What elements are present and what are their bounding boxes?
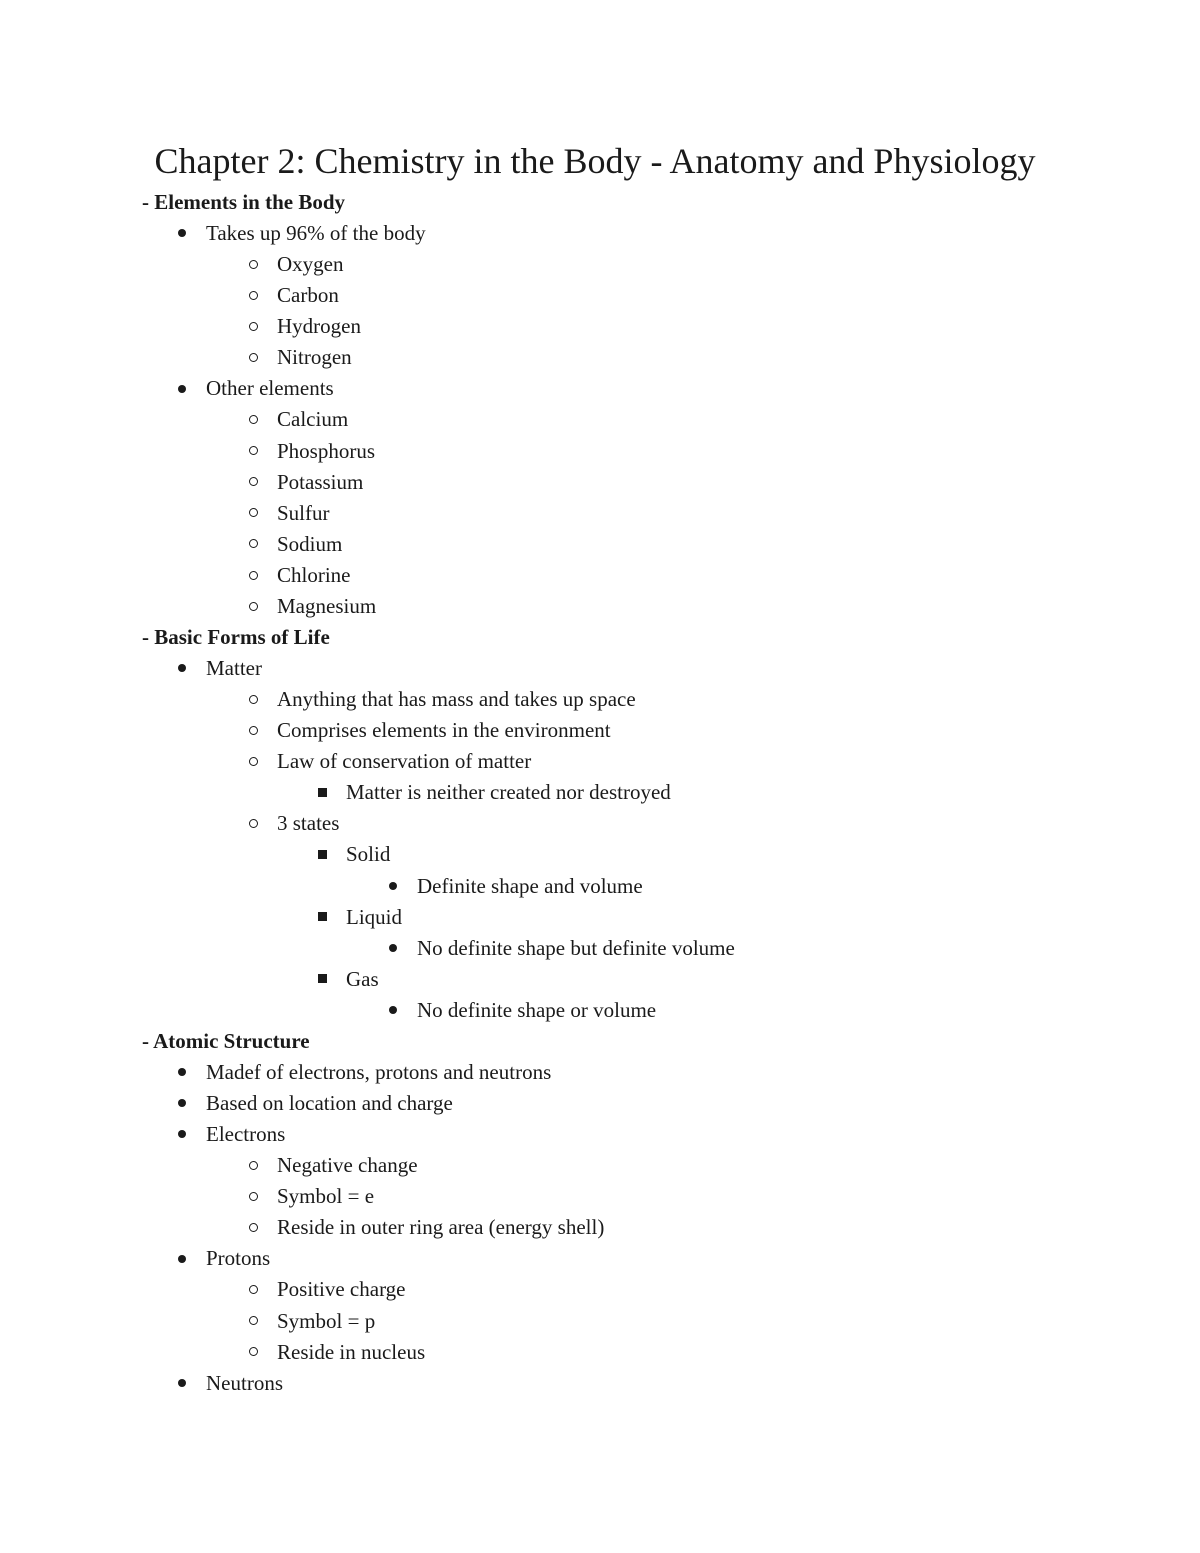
bullet-circle-icon — [249, 591, 277, 622]
list-item-text: Other elements — [206, 376, 334, 401]
bullet-circle-icon — [249, 1274, 277, 1305]
bullet-circle-icon — [249, 1337, 277, 1368]
list-item-text: Nitrogen — [277, 345, 352, 370]
list-item — [249, 1274, 406, 1305]
list-item-text: No definite shape but definite volume — [417, 935, 735, 960]
list-item — [249, 715, 611, 746]
list-item — [249, 808, 339, 839]
list-item — [249, 529, 342, 560]
bullet-disc-icon — [178, 1119, 206, 1150]
document-title: Chapter 2: Chemistry in the Body - Anatomy and Physiology — [154, 141, 1036, 181]
list-item-text: Definite shape and volume — [417, 873, 643, 898]
list-item — [249, 342, 352, 373]
list-item — [249, 591, 376, 622]
list-item-text: Solid — [346, 842, 391, 867]
section-heading — [142, 1026, 310, 1057]
bullet-circle-icon — [249, 404, 277, 435]
bullet-circle-icon — [249, 342, 277, 373]
list-item — [178, 1243, 270, 1274]
section-heading — [142, 187, 345, 218]
list-item — [249, 467, 363, 498]
bullet-circle-icon — [249, 280, 277, 311]
list-item-text: Chlorine — [277, 562, 351, 587]
list-item — [249, 311, 361, 342]
bullet-disc-icon — [178, 373, 206, 404]
list-item-text: Phosphorus — [277, 438, 376, 463]
bullet-circle-icon — [249, 311, 277, 342]
list-item-text: Liquid — [346, 904, 402, 929]
bullet-disc-icon — [178, 1057, 206, 1088]
list-item — [249, 404, 348, 435]
section-heading-text: Atomic Structure — [153, 1028, 310, 1053]
list-item-text: Symbol = e — [277, 1184, 375, 1209]
bullet-disc-icon — [178, 1368, 206, 1399]
list-item — [178, 1057, 551, 1088]
list-item-text: Negative change — [277, 1153, 418, 1178]
bullet-square-icon — [318, 964, 346, 995]
list-item-text: Sulfur — [277, 500, 330, 525]
bullet-disc-icon — [178, 653, 206, 684]
bullet-disc-icon — [389, 995, 417, 1026]
list-item-text: Sodium — [277, 531, 343, 556]
list-item-text: Symbol = p — [277, 1308, 376, 1333]
list-item — [178, 653, 262, 684]
bullet-disc-icon — [178, 1243, 206, 1274]
list-item — [318, 902, 402, 933]
bullet-circle-icon — [249, 436, 277, 467]
list-item — [249, 280, 339, 311]
list-item — [249, 1337, 425, 1368]
list-item — [178, 1119, 285, 1150]
bullet-disc-icon — [389, 871, 417, 902]
section-heading-prefix: - — [142, 190, 155, 214]
list-item-text: Takes up 96% of the body — [206, 221, 426, 246]
bullet-square-icon — [318, 839, 346, 870]
bullet-circle-icon — [249, 1181, 277, 1212]
bullet-disc-icon — [178, 218, 206, 249]
list-item — [389, 933, 735, 964]
list-item — [318, 839, 390, 870]
section-heading — [142, 622, 330, 653]
list-item — [178, 373, 334, 404]
list-item-text: Matter — [206, 656, 262, 681]
list-item — [249, 498, 330, 529]
list-item-text: Carbon — [277, 283, 339, 308]
bullet-circle-icon — [249, 684, 277, 715]
list-item-text: Oxygen — [277, 252, 344, 277]
bullet-circle-icon — [249, 1150, 277, 1181]
bullet-circle-icon — [249, 498, 277, 529]
section-heading-prefix: - — [142, 1028, 154, 1053]
list-item-text: Hydrogen — [277, 314, 361, 339]
list-item-text: Based on location and charge — [206, 1091, 453, 1116]
bullet-disc-icon — [178, 1088, 206, 1119]
list-item — [249, 249, 344, 280]
list-item — [249, 1306, 375, 1337]
list-item-text: Magnesium — [277, 593, 377, 618]
list-item-text: Reside in nucleus — [277, 1339, 426, 1364]
list-item-text: Calcium — [277, 407, 349, 432]
bullet-circle-icon — [249, 1306, 277, 1337]
list-item-text: No definite shape or volume — [417, 997, 657, 1022]
bullet-circle-icon — [249, 249, 277, 280]
bullet-circle-icon — [249, 715, 277, 746]
list-item-text: Reside in outer ring area (energy shell) — [277, 1215, 605, 1240]
list-item — [318, 964, 379, 995]
list-item-text: Protons — [206, 1246, 271, 1271]
list-item — [178, 1088, 453, 1119]
section-heading-text: Basic Forms of Life — [154, 624, 330, 649]
list-item — [249, 746, 531, 777]
bullet-circle-icon — [249, 560, 277, 591]
list-item-text: Madef of electrons, protons and neutrons — [206, 1059, 552, 1084]
section-heading-text: Elements in the Body — [154, 190, 346, 214]
list-item — [318, 777, 671, 808]
list-item — [178, 1368, 283, 1399]
bullet-disc-icon — [389, 933, 417, 964]
bullet-circle-icon — [249, 746, 277, 777]
list-item-text: Law of conservation of matter — [277, 749, 532, 774]
list-item — [249, 1212, 604, 1243]
list-item-text: Positive charge — [277, 1277, 406, 1302]
bullet-square-icon — [318, 777, 346, 808]
list-item — [249, 436, 375, 467]
list-item — [178, 218, 426, 249]
list-item-text: Neutrons — [206, 1370, 283, 1395]
list-item — [249, 1181, 374, 1212]
bullet-circle-icon — [249, 529, 277, 560]
bullet-square-icon — [318, 902, 346, 933]
list-item-text: Matter is neither created nor destroyed — [346, 780, 671, 805]
bullet-circle-icon — [249, 808, 277, 839]
list-item — [389, 995, 656, 1026]
list-item — [389, 871, 643, 902]
list-item — [249, 684, 636, 715]
list-item-text: 3 states — [277, 811, 340, 836]
section-heading-prefix: - — [142, 624, 155, 649]
list-item-text: Electrons — [206, 1122, 286, 1147]
list-item-text: Anything that has mass and takes up space — [277, 687, 636, 712]
bullet-circle-icon — [249, 1212, 277, 1243]
bullet-circle-icon — [249, 467, 277, 498]
list-item — [249, 1150, 418, 1181]
list-item-text: Comprises elements in the environment — [277, 718, 611, 743]
list-item — [249, 560, 351, 591]
list-item-text: Gas — [346, 966, 379, 991]
list-item-text: Potassium — [277, 469, 364, 494]
